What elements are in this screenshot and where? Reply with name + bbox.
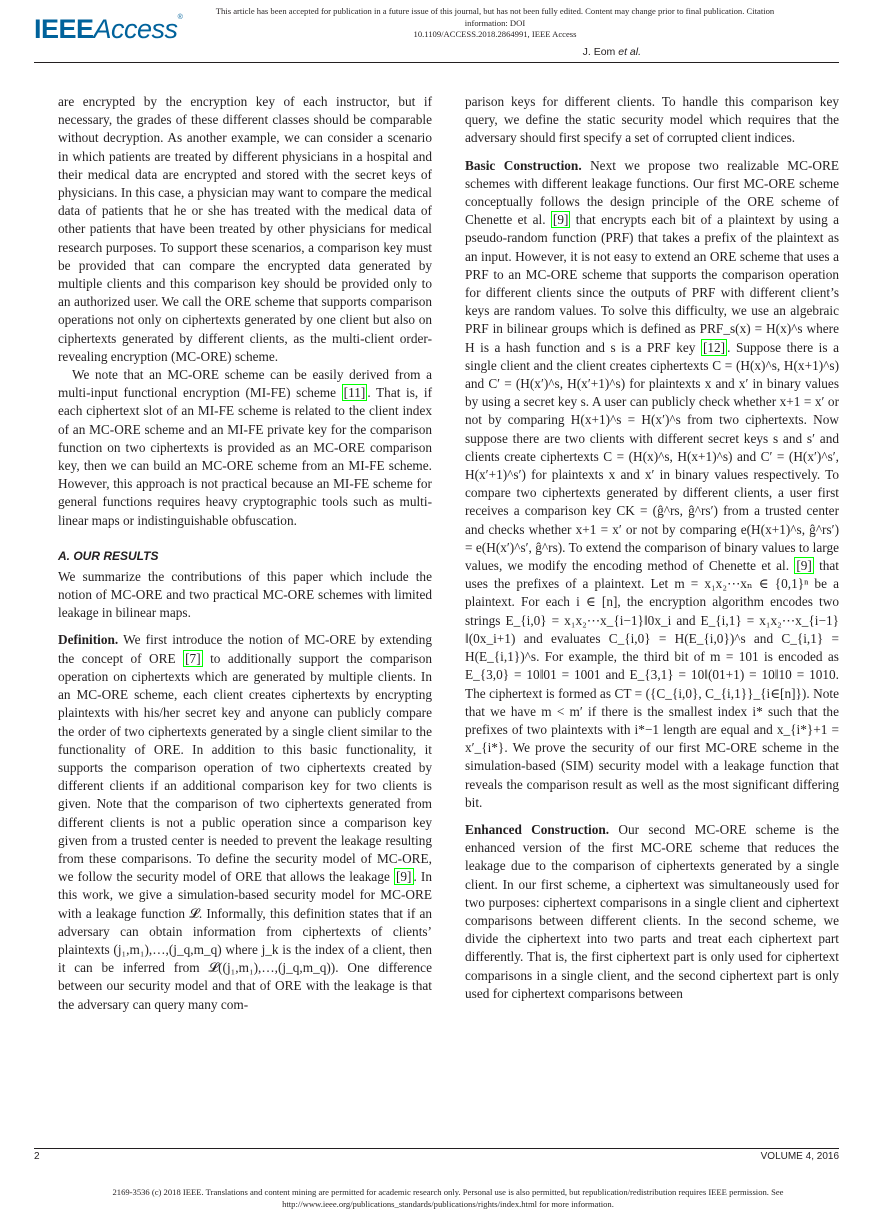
logo-trademark: ® (177, 14, 183, 21)
copyright-notice (20, 1186, 876, 1210)
left-column (58, 93, 432, 1014)
citation-link-12[interactable]: [12] (702, 339, 726, 355)
left-paragraph-definition (58, 631, 432, 1013)
basic-text-c: . Suppose there is a single client and the client creates ciphertexts C = (H(x)^s, H(x+1)^s) and C′ = (H(x′)^s, H(x′+1)^s) for plaintexts x and x′ in binary values by using a secret key s. A user can publicly check whether x+1 = x′ or not by comparing H(x+1)^s = H(x′)^s from two ciphertexts. Now suppose there are two clients with different secret keys s and s′ and clients create ciphertexts C = (H(x)^s, H(x+1)^s) and C′ = (H(x′)^s′, H(x′+1)^s′) for plaintexts x and x′ in binary values respectively. To compare two ciphertexts generated by different clients, a user first receives a comparison key CK = (ĝ^rs, ĝ^rs′) from a trusted center and checks whether x+1 = x′ or not by comparing e(H(x+1)^s, ĝ^rs′) = e(H(x′)^s′, ĝ^rs). To extend the comparison of binary values to large values, we modify the encoding method of Chenette et al. (465, 339, 839, 574)
left-p2-text-a: We note that an MC-ORE scheme can be easily derived from a multi-input functional encryption (MI-FE) scheme (58, 367, 432, 401)
acceptance-notice-line1: This article has been accepted for publication in a future issue of this journal, but has not been fully edited. Content may change prior to final publication. Citation information: DOI (215, 6, 775, 28)
enhanced-construction-lead: Enhanced Construction. (465, 821, 610, 837)
enhanced-text-a: Our second MC-ORE scheme is the enhanced version of the first MC-ORE scheme that reduces the leakage due to the comparison of ciphertexts generated by a single client. In our first scheme, a ciphertext was simultaneously used for two purposes: ciphertext comparisons in a single client and ciphertext comparisons between different clients. In the second scheme, we divide the ciphertext into two parts and treat each ciphertext part differently. That is, the first ciphertext part is only used for ciphertext comparisons in a single client, and the second ciphertext part is only used for ciphertext comparisons between (465, 821, 839, 1001)
definition-text-c: . In this work, we give a simulation-based security model for MC-ORE with a leakage function 𝓛. Informally, this definition states that if an adversary can obtain information from ciphertexts of clients’ plaintexts (j₁,m₁),…,(j_q,m_q) where j_k is the index of a client, then it can be inferred from 𝓛((j₁,m₁),…,(j_q,m_q)). One difference between our security model and that of ORE with the leakage is that the adversary can query many com- (58, 869, 432, 1012)
definition-lead: Definition. (58, 632, 119, 648)
citation-link-9[interactable]: [9] (796, 558, 812, 574)
definition-text-a: We first introduce the notion of MC-ORE by extending the concept of ORE (58, 632, 432, 666)
section-heading-our-results: A. OUR RESULTS (58, 548, 159, 563)
left-paragraph-3: We summarize the contributions of this paper which include the notion of MC-ORE and two practical MC-ORE schemes with limited leakage in bilinear maps. (58, 568, 432, 621)
left-p2-text-b: . That is, if each ciphertext slot of an MI-FE scheme is related to the client index of an MC-ORE scheme and an MI-FE private key for the comparison function on two ciphertexts is provided as an MC-ORE comparison key, then we can build an MC-ORE scheme from an MI-FE scheme. However, this approach is not practical because an MI-FE scheme for general functions requires heavy cryptographic tools such as multi-linear maps or indistinguishable obfuscation. (58, 385, 432, 528)
citation-link-9[interactable]: [9] (395, 869, 412, 885)
basic-construction-lead: Basic Construction. (465, 157, 582, 173)
left-paragraph-2 (58, 366, 432, 530)
page-number: 2 (34, 1151, 40, 1162)
definition-text-b: to additionally support the comparison operation on ciphertexts which are generated by multiple clients. In an MC-ORE scheme, each client creates ciphertexts by encrypting plaintexts with his/her secret key and anyone can publicly compare the order of two ciphertexts generated by a single client similar to the functionality of ORE. In addition to this basic functionality, it supports the comparison operation of two ciphertexts created by different clients if an additional comparison key for two clients is given. Note that the comparison of two ciphertexts generated from different clients is not a public operation since a comparison key given from a trusted center is needed to prevent the leakage resulting from these comparisons. To define the security model of MC-ORE, we follow the security model of ORE that allows the leakage (58, 650, 432, 885)
basic-text-a: Next we propose two realizable MC-ORE schemes with different leakage functions. Our first MC-ORE scheme conceptually follows the design principle of the ORE scheme of Chenette et al. (465, 157, 839, 228)
header-rule (34, 62, 839, 63)
copyright-line1: 2169-3536 (c) 2018 IEEE. Translations and content mining are permitted for academic research only. Personal use is also permitted, but republication/redistribution requires IEEE permission. See (112, 1187, 784, 1197)
right-paragraph-enhanced-construction (465, 821, 839, 1003)
right-column (465, 93, 839, 1003)
citation-link-11[interactable]: [11] (343, 385, 366, 401)
citation-link-9[interactable]: [9] (552, 212, 569, 228)
author-name: J. Eom (582, 46, 616, 58)
basic-text-d: that uses the prefixes of a plaintext. Let m = x₁x₂⋯xₙ ∈ {0,1}ⁿ be a plaintext. For each i ∈ [n], the encryption algorithm encodes two strings E_{i,0} = x₁x₂⋯x_{i−1}‖0x_i and E_{i,1} = x₁x₂⋯x_{i−1}‖(0x_i+1) and evaluates C_{i,0} = H(E_{i,0})^s and C_{i,1} = H(E_{i,1})^s. For example, the third bit of m = 101 is encoded as E_{3,0} = 10‖01 = 1001 and E_{3,1} = 10‖(01+1) = 10‖10 = 1010. The ciphertext is formed as CT = ({C_{i,0}, C_{i,1}}_{i∈[n]}). Note that we have m < m′ if there is the smallest index i* such that the prefixes of two plaintexts with i*−1 length are equal and x_{i*}+1 = x′_{i*}. We prove the security of our first MC-ORE scheme in the simulation-based (SIM) security model with a leakage function that reveals the comparison result as well as the most significant differing bit. (465, 558, 840, 810)
author-etal: et al. (618, 46, 641, 58)
volume-label: VOLUME 4, 2016 (760, 1151, 839, 1162)
logo-access-text: Access (93, 14, 178, 44)
basic-text-b: that encrypts each bit of a plaintext by using a pseudo-random function (PRF) that takes a prefix of the plaintext as an input. However, it is not easy to extend an ORE scheme that uses a PRF to an MC-ORE scheme that supports the comparison operation for different clients since the outputs of PRF with different client’s keys are random values. To solve this difficulty, we use an algebraic PRF in bilinear groups which is defined as PRF_s(x) = H(x)^s where H is a hash function and s is a PRF key (465, 212, 839, 355)
right-paragraph-basic-construction (465, 157, 839, 812)
acceptance-notice (200, 6, 790, 41)
ieee-access-logo (34, 14, 183, 45)
left-paragraph-1: are encrypted by the encryption key of each instructor, but if necessary, the grades of these different classes should be comparable without decryption. As another example, we can consider a scenario in which patients are treated by different physicians in a hospital and their medical data are encrypted and stored with the secret keys of physicians. In this case, a physician may want to compare the medical data of patients that he or she has treated with the medical data of other patients that have been treated by other physicians for medical research purposes. To support these scenarios, a comparison key must be provided that can compare the encrypted data generated by multiple clients and this comparison key should be provided only to an authorized user. We call the ORE scheme that supports comparison operations not only on ciphertexts generated by one client but also on ciphertexts generated by different clients, as the multi-client order-revealing encryption (MC-ORE) scheme. (58, 94, 432, 364)
copyright-line2: http://www.ieee.org/publications_standards/publications/rights/index.html for more information. (282, 1199, 614, 1209)
logo-ieee-text: IEEE (34, 14, 94, 44)
right-paragraph-1: parison keys for different clients. To handle this comparison key query, we define the static security model which requires that the adversary should first specify a set of corrupted client indices. (465, 94, 839, 146)
citation-link-7[interactable]: [7] (185, 650, 201, 666)
running-author (583, 46, 641, 58)
footer-rule (34, 1148, 839, 1149)
acceptance-notice-line2: 10.1109/ACCESS.2018.2864991, IEEE Access (413, 29, 577, 39)
